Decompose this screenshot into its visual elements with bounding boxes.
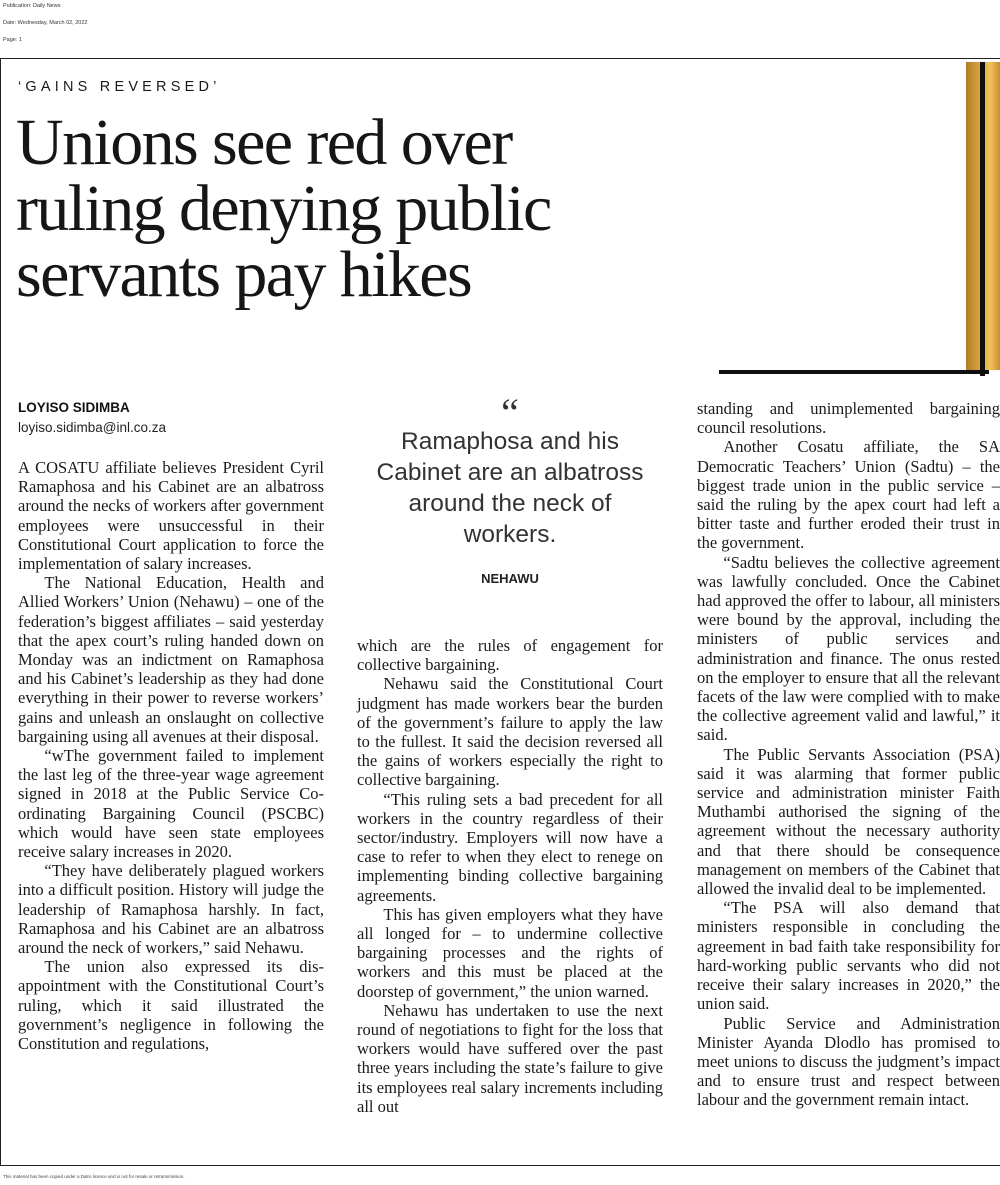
- paragraph: “Sadtu believes the collective agreement was lawfully concluded. Once the Cabinet had approved the offer to labour, all ministers were bound by the approval, including the ministers of public services and administration and finance. The onus rested on the employer to ensure that all the relevant facets of the law were complied with to make the collective agreement valid and lawful,” it said.: [697, 552, 1000, 745]
- byline-email: loyiso.sidimba@inl.co.za: [18, 420, 167, 435]
- paragraph: Public Service and Administration Minister Ayanda Dlodlo has promised to meet unions to discuss the judgment’s impact and to ensure trust and respect between labour and the government remain intact.: [697, 1013, 1000, 1110]
- clipping-border-left: [0, 58, 1, 1166]
- paragraph: The Public Servants Association (PSA) said it was alarming that former public service and administration minister Faith Muthambi authorised the signing of the agreement without the necessary authority and that there should be consequence management on members of the Cabinet that allowed the invalid deal to be implemented.: [697, 744, 1000, 899]
- paragraph: “They have deliberately plagued workers into a difficult position. History will judge the leadership of Ramaphosa harshly. In fact, Ramaphosa and his Cabinet are an albatross around the neck of workers,” said Nehawu.: [18, 861, 324, 958]
- headline-line: Unions see red over: [16, 106, 512, 179]
- byline-name: LOYISO SIDIMBA: [18, 400, 130, 415]
- pull-quote-attribution: NEHAWU: [481, 571, 539, 586]
- paragraph: The National Education, Health and Allied Workers’ Union (Nehawu) – one of the federation’s biggest affiliates – said yesterday that the apex court’s ruling handed down on Monday was an indictment on Ramaphosa and his Cabinet’s leadership as they had done everything in their power to reverse workers’ gains and unleash an onslaught on collective bargaining using all avenues at their disposal.: [18, 573, 324, 746]
- clipping-border-top: [0, 58, 1000, 59]
- photo-frame-rule-horizontal: [719, 370, 989, 374]
- paragraph: Nehawu has undertaken to use the next round of negotiations to fight for the loss that workers would have suffered over the past three years including the state’s failure to give its employees real salary increments including all out: [357, 1000, 663, 1116]
- quote-mark-icon: “: [501, 390, 519, 435]
- article-column-1: [18, 458, 324, 1053]
- article-headline: [16, 106, 716, 311]
- paragraph: “This ruling sets a bad precedent for all workers in the country regardless of their sector/industry. Employers will now have a case to refer to when they elect to renege on implementing binding collective bargaining agreements.: [357, 789, 663, 905]
- paragraph: Nehawu said the Constitutional Court judgment has made workers bear the burden of the government’s failure to apply the law to the fullest. It said the decision reversed all the gains of workers especially the right to collective bargaining.: [357, 674, 663, 790]
- paragraph: which are the rules of engagement for collective bargaining.: [357, 636, 663, 675]
- paragraph: “wThe government failed to implement the last leg of the three-year wage agreement signed in 2018 at the Public Service Co-ordinating Bargaining Council (PSCBC) which would have seen state employees receive salary increases in 2020.: [18, 746, 324, 862]
- pull-quote-text: Ramaphosa and his Cabinet are an albatross around the neck of workers.: [376, 428, 644, 548]
- paragraph: Another Cosatu affiliate, the SA Democratic Teachers’ Union (Sadtu) – the biggest trade union in the public service – said the ruling by the apex court had left a bitter taste and further eroded their trust in the government.: [697, 437, 1000, 553]
- paragraph: A COSATU affiliate believes President Cyril Ramaphosa and his Cabinet are an albatross around the necks of workers after government employees were unsuccessful in their Constitutional Court application to force the implementation of salary increases.: [18, 458, 324, 574]
- article-kicker: ‘GAINS REVERSED’: [18, 79, 221, 95]
- publication-date: Date: Wednesday, March 02, 2022: [3, 20, 88, 26]
- publication-page: Page: 1: [3, 37, 22, 43]
- article-column-3: [697, 399, 1000, 1110]
- paragraph: This has given employers what they have all longed for – to undermine collective bargaining processes and the rights of workers and this must be placed at the doorstep of government,” the union warned.: [357, 904, 663, 1001]
- article-photo-edge: [966, 62, 1000, 370]
- paragraph: The union also expressed its disappointment with the Constitutional Court’s ruling, which it said illustrated the government’s negligence in following the Constitution and regulations,: [18, 957, 324, 1054]
- headline-line: servants pay hikes: [16, 238, 472, 311]
- paragraph: standing and unimplemented bargaining council resolutions.: [697, 399, 1000, 438]
- paragraph: “The PSA will also demand that ministers responsible in concluding the agreement in bad faith take responsibility for hard-working public servants who did not receive their salary increases in 2020,” the union said.: [697, 898, 1000, 1014]
- photo-frame-rule-vertical: [980, 62, 985, 376]
- licence-footer: This material has been copied under a Dalro licence and is not for resale or retransmission.: [3, 1174, 185, 1179]
- article-column-2: [357, 636, 663, 1116]
- publication-line: Publication: Daily News: [3, 3, 61, 9]
- clipping-border-bottom: [0, 1165, 1000, 1166]
- headline-line: ruling denying public: [16, 172, 551, 245]
- pull-quote: [357, 390, 663, 586]
